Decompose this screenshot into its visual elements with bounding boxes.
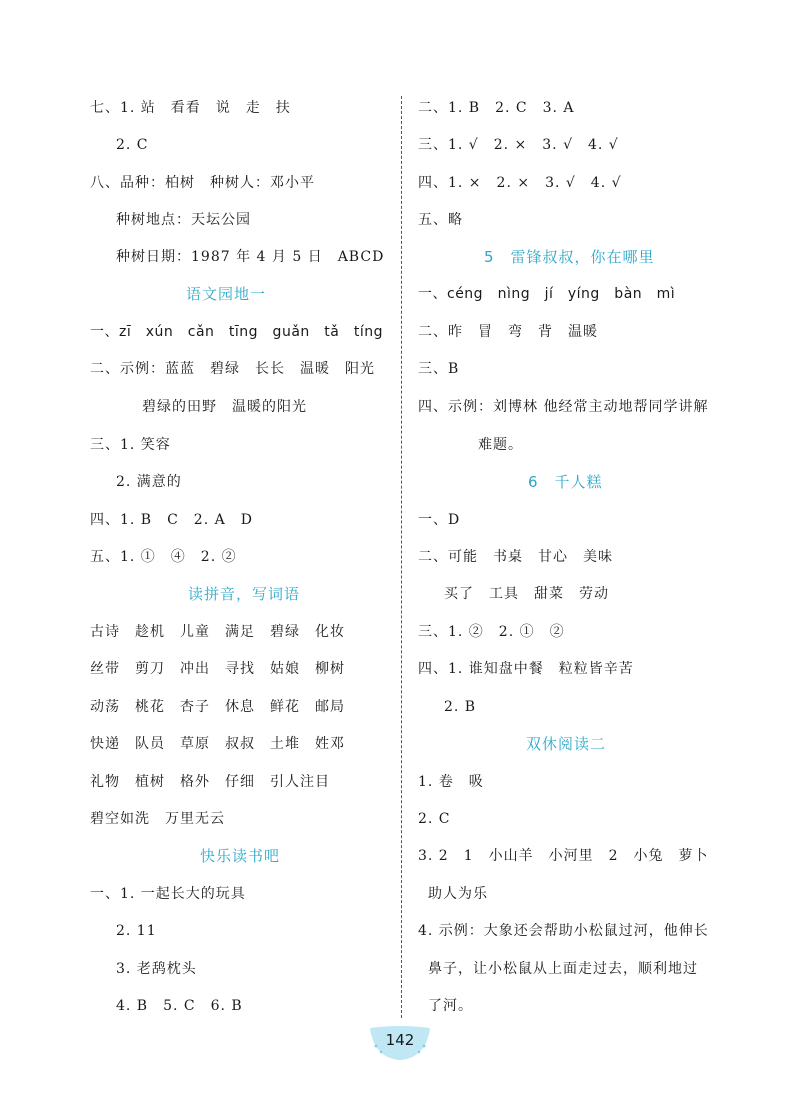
answer-line: 碧空如洗 万里无云 [90, 811, 225, 827]
column-divider [401, 96, 402, 1018]
answer-line: 种树地点：天坛公园 [116, 212, 251, 228]
answer-line: 2. 满意的 [116, 474, 182, 490]
answer-line: 2. B [444, 699, 477, 715]
answer-line: 了河。 [428, 998, 473, 1014]
answer-line: 礼物 植树 格外 仔细 引人注目 [90, 774, 330, 790]
answer-line: 一、céng nìng jí yíng bàn mì [418, 286, 676, 302]
answer-line: 一、zī xún cǎn tīng guǎn tǎ tíng [90, 324, 383, 340]
answer-line: 五、1. ① ④ 2. ② [90, 549, 237, 565]
page-number: 142 [385, 1031, 415, 1049]
answer-line: 四、1. B C 2. A D [90, 512, 253, 528]
answer-line: 2. 11 [116, 923, 157, 939]
section-heading: 双休阅读二 [526, 735, 607, 753]
answer-line: 买了 工具 甜菜 劳动 [444, 586, 609, 602]
answer-line: 四、示例：刘博林 他经常主动地帮同学讲解 [418, 399, 709, 415]
answer-line: 助人为乐 [428, 886, 488, 902]
answer-line: 2. C [116, 137, 149, 153]
answer-line: 难题。 [478, 437, 523, 453]
answer-line: 四、1. × 2. × 3. √ 4. √ [418, 175, 622, 191]
answer-line: 碧绿的田野 温暖的阳光 [142, 399, 307, 415]
answer-line: 1. 卷 吸 [418, 774, 484, 790]
section-heading: 快乐读书吧 [200, 847, 281, 865]
answer-line: 七、1. 站 看看 说 走 扶 [90, 100, 291, 116]
section-heading: 6 千人糕 [528, 473, 603, 491]
answer-line: 动荡 桃花 杏子 休息 鲜花 邮局 [90, 699, 345, 715]
answer-line: 三、1. 笑容 [90, 437, 171, 453]
answer-line: 三、1. √ 2. × 3. √ 4. √ [418, 137, 619, 153]
answer-line: 鼻子，让小松鼠从上面走过去，顺利地过 [428, 961, 698, 977]
section-heading: 5 雷锋叔叔，你在哪里 [484, 248, 655, 266]
answer-line: 三、B [418, 361, 460, 377]
answer-line: 3. 2 1 小山羊 小河里 2 小兔 萝卜 [418, 848, 709, 864]
answer-line: 二、昨 冒 弯 背 温暖 [418, 324, 598, 340]
answer-line: 四、1. 谁知盘中餐 粒粒皆辛苦 [418, 661, 634, 677]
answer-line: 一、1. 一起长大的玩具 [90, 886, 246, 902]
answer-line: 三、1. ② 2. ① ② [418, 624, 565, 640]
answer-line: 快递 队员 草原 叔叔 土堆 姓邓 [90, 736, 345, 752]
answer-line: 二、1. B 2. C 3. A [418, 100, 575, 116]
answer-line: 丝带 剪刀 冲出 寻找 姑娘 柳树 [90, 661, 345, 677]
answer-line: 4. 示例：大象还会帮助小松鼠过河，他伸长 [418, 923, 709, 939]
answer-line: 种树日期：1987 年 4 月 5 日 ABCD [116, 249, 385, 265]
section-heading: 读拼音，写词语 [188, 585, 301, 603]
answer-line: 古诗 趁机 儿童 满足 碧绿 化妆 [90, 624, 345, 640]
answer-line: 2. C [418, 811, 451, 827]
answer-line: 八、品种：柏树 种树人：邓小平 [90, 175, 315, 191]
answer-line: 二、可能 书桌 甘心 美味 [418, 549, 613, 565]
answer-line: 五、略 [418, 212, 463, 228]
answer-line: 一、D [418, 512, 461, 528]
answer-line: 4. B 5. C 6. B [116, 998, 243, 1014]
answer-line: 二、示例：蓝蓝 碧绿 长长 温暖 阳光 [90, 361, 375, 377]
section-heading: 语文园地一 [186, 285, 267, 303]
answer-line: 3. 老鸹枕头 [116, 961, 197, 977]
